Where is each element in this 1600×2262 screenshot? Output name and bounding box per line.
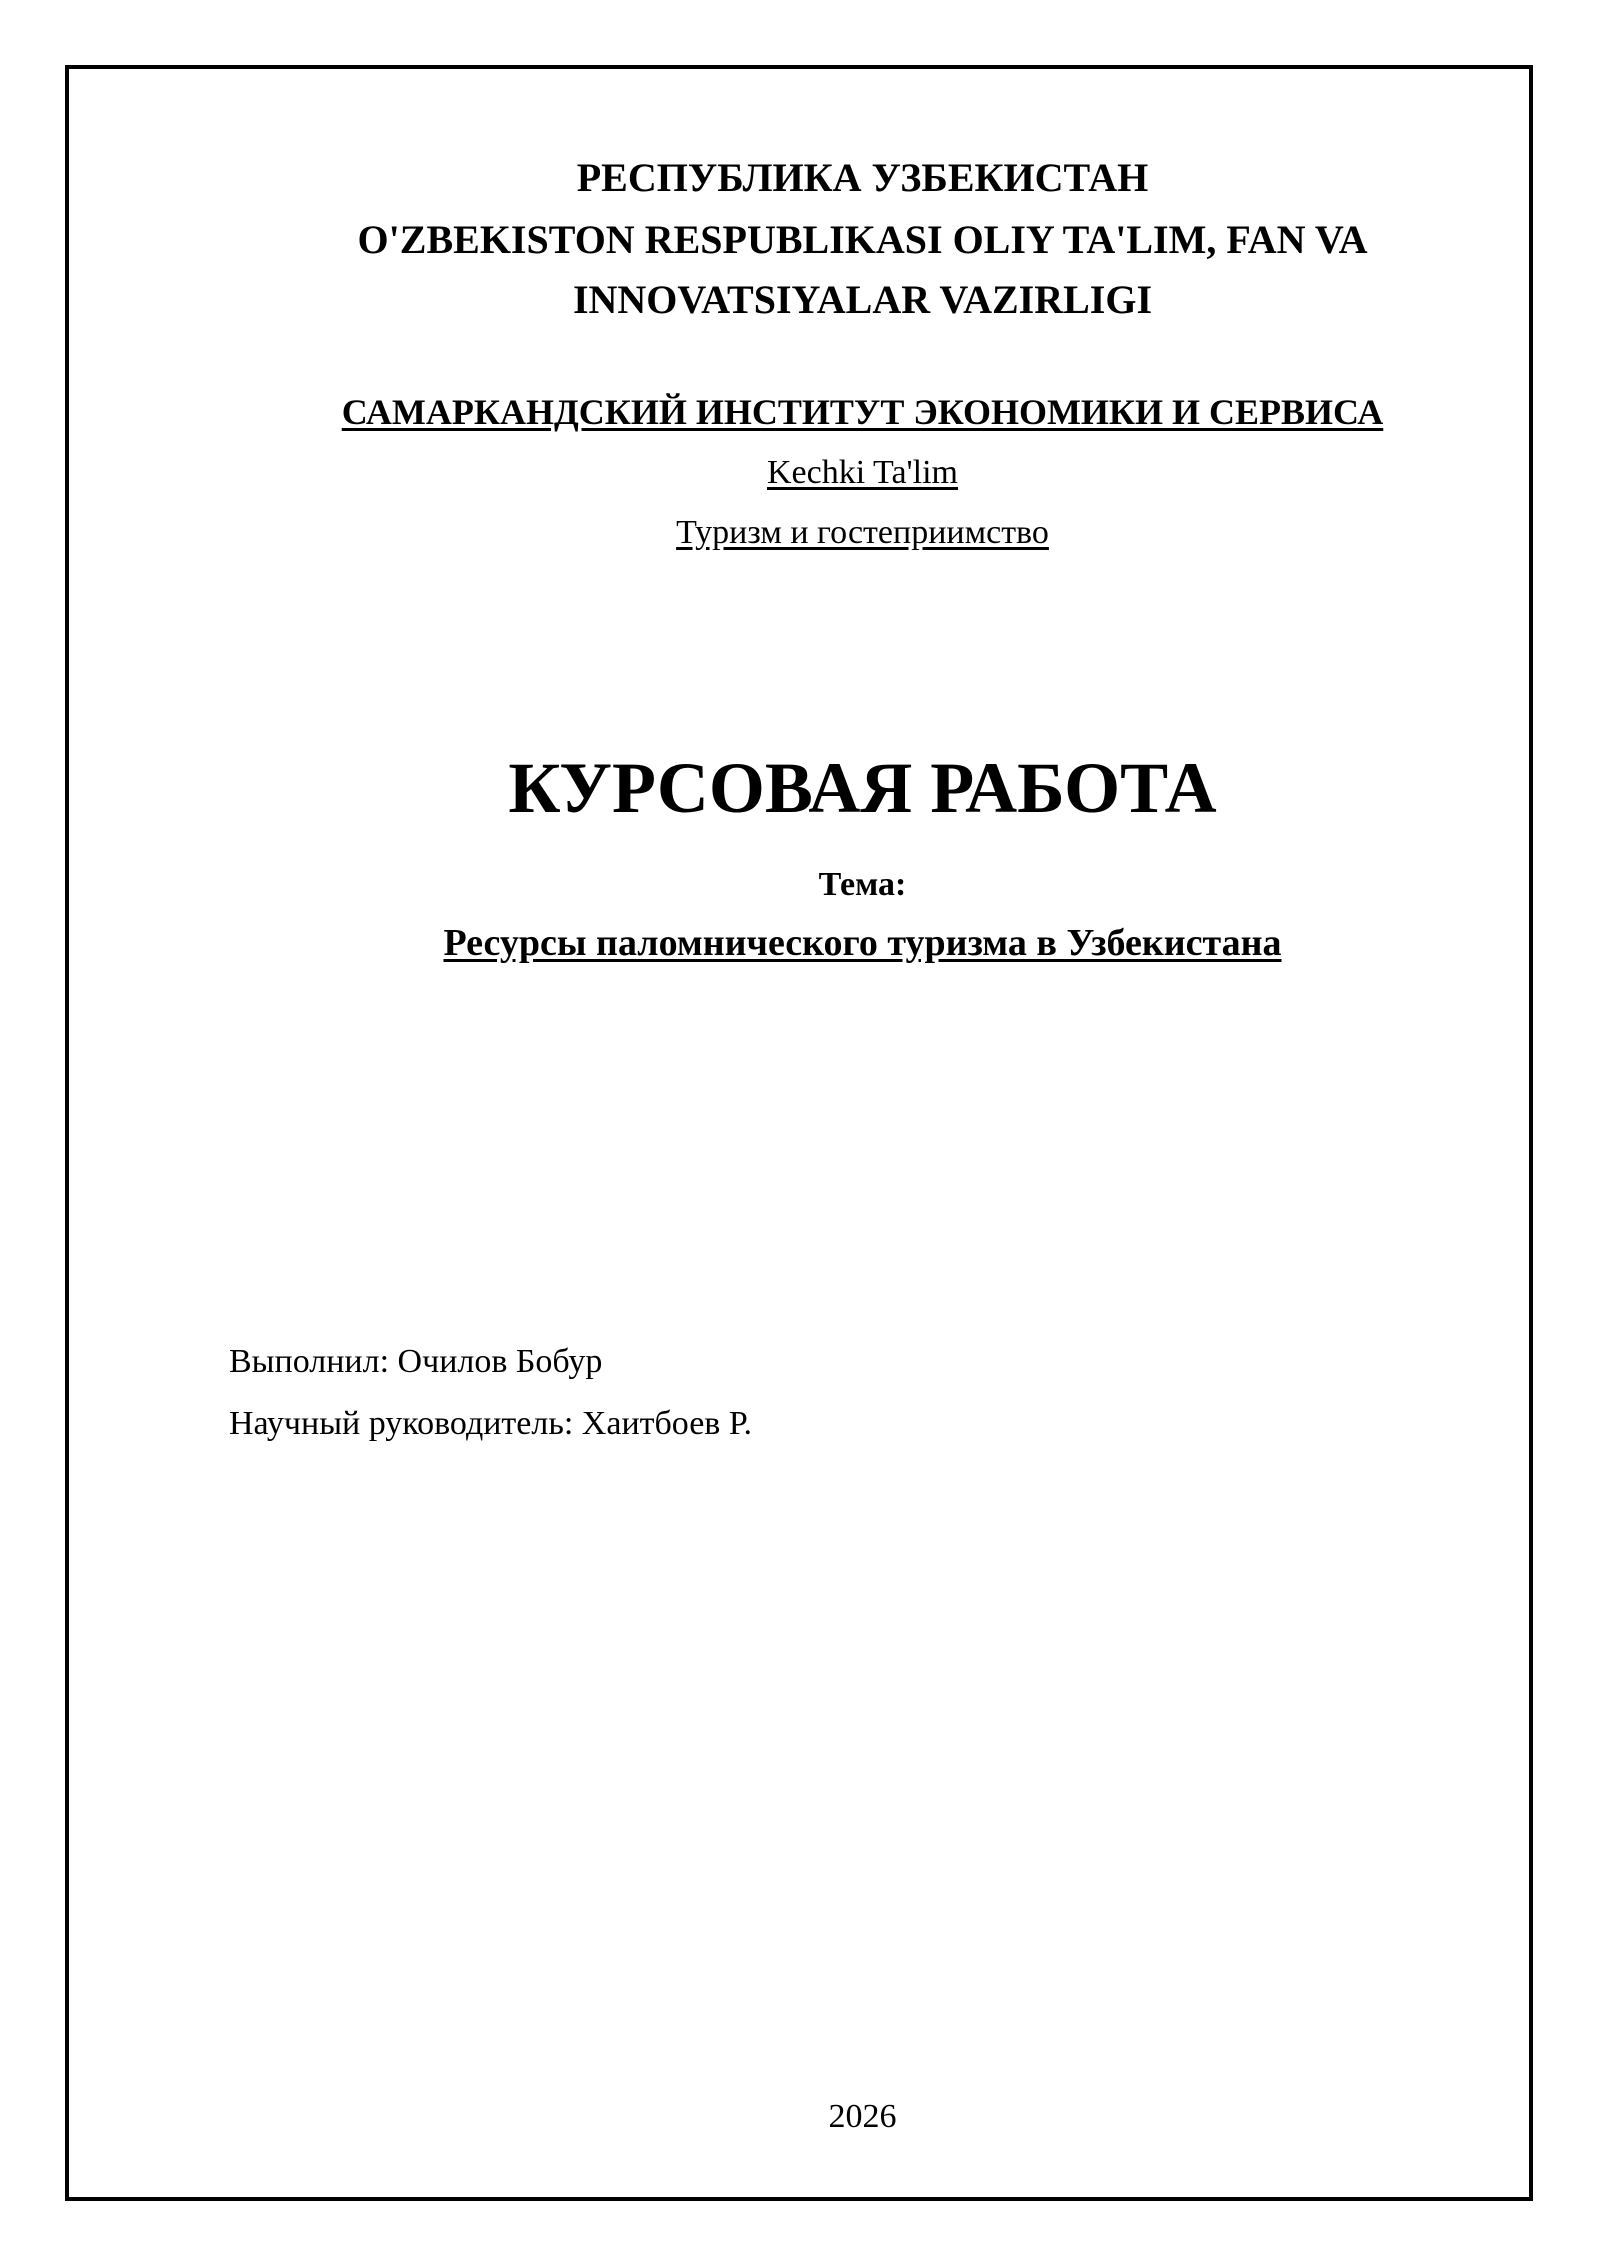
institute-name: [300, 394, 1425, 430]
topic-text: Ресурсы паломнического туризма в Узбекистана: [443, 922, 1282, 964]
study-form-text: Kechki Ta'lim: [766, 454, 959, 491]
department: [300, 516, 1425, 550]
institute-name-text: САМАРКАНДСКИЙ ИНСТИТУТ ЭКОНОМИКИ И СЕРВИСА: [341, 392, 1384, 432]
study-form: [300, 456, 1425, 490]
author-line: Выполнил: Очилов Бобур: [229, 1343, 603, 1380]
supervisor-line: Научный руководитель: Хаитбоев Р.: [229, 1405, 753, 1442]
page-border: [65, 65, 1533, 2201]
topic-label: Тема:: [818, 866, 907, 903]
ministry-heading-line-2: INNOVATSIYALAR VAZIRLIGI: [572, 277, 1153, 322]
year: 2026: [828, 2098, 897, 2135]
republic-heading: РЕСПУБЛИКА УЗБЕКИСТАН: [576, 155, 1149, 200]
topic: [300, 924, 1425, 962]
ministry-heading-line-1: O'ZBEKISTON RESPUBLIKASI OLIY TA'LIM, FAN VA: [357, 217, 1368, 262]
department-text: Туризм и гостеприимство: [676, 514, 1049, 551]
document-title: КУРСОВАЯ РАБОТА: [508, 748, 1217, 828]
